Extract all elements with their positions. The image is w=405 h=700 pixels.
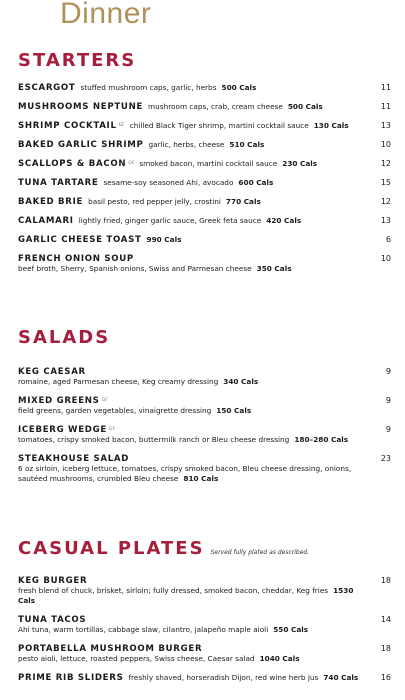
item-cals: 350 Cals xyxy=(256,264,292,273)
menu-item-calamari xyxy=(18,216,391,226)
item-desc: garlic, herbs, cheese xyxy=(148,140,225,149)
item-name: GARLIC CHEESE TOAST xyxy=(18,235,142,245)
item-desc: stuffed mushroom caps, garlic, herbs xyxy=(80,83,217,92)
item-price: 12 xyxy=(380,197,391,206)
item-cals: 150 Cals xyxy=(216,406,252,415)
section-note: Served fully plated as described. xyxy=(210,549,310,556)
menu-item-scallops-bacon xyxy=(18,159,391,169)
item-name: ESCARGOT xyxy=(18,83,76,93)
item-desc: field greens, garden vegetables, vinaigrette dressing xyxy=(18,406,212,415)
item-price: 16 xyxy=(380,673,391,682)
item-cals: 130 Cals xyxy=(313,121,349,130)
section-title-starters: STARTERS xyxy=(18,50,137,71)
item-cals: 180–280 Cals xyxy=(294,435,349,444)
item-price: 18 xyxy=(380,576,391,585)
item-name: BAKED BRIE xyxy=(18,197,84,207)
starters-section xyxy=(18,50,391,283)
item-cals: 740 Cals xyxy=(323,673,359,682)
item-desc: mushroom caps, crab, cream cheese xyxy=(148,102,283,111)
menu-item-shrimp-cocktail xyxy=(18,121,391,131)
menu-item-baked-garlic-shrimp xyxy=(18,140,391,150)
section-title-salads: SALADS xyxy=(18,327,111,348)
menu-item-french-onion-soup xyxy=(18,254,391,274)
item-cals: 810 Cals xyxy=(183,474,219,483)
gluten-free-badge: GF xyxy=(101,398,108,403)
item-name: BAKED GARLIC SHRIMP xyxy=(18,140,144,150)
item-desc: freshly shaved, horseradish Dijon, red wine herb jus xyxy=(128,673,319,682)
item-cals: 1530 Cals xyxy=(18,586,354,605)
section-title-casual-plates: CASUAL PLATES xyxy=(18,538,205,559)
item-name: TUNA TARTARE xyxy=(18,178,99,188)
item-name: SCALLOPS & BACON xyxy=(18,159,127,169)
item-price: 9 xyxy=(385,425,391,434)
item-cals: 600 Cals xyxy=(238,178,274,187)
item-desc: 6 oz sirloin, iceberg lettuce, tomatoes, crispy smoked bacon, Bleu cheese dressing, onions, sautéed mushrooms, crumbled Bleu cheese xyxy=(18,464,352,483)
item-price: 15 xyxy=(380,178,391,187)
item-cals: 1040 Cals xyxy=(259,654,300,663)
item-desc: basil pesto, red pepper jelly, crostini xyxy=(88,197,221,206)
item-cals: 230 Cals xyxy=(282,159,318,168)
menu-item-escargot xyxy=(18,83,391,93)
item-name: STEAKHOUSE SALAD xyxy=(18,454,130,464)
menu-item-garlic-cheese-toast xyxy=(18,235,391,245)
item-desc: chilled Black Tiger shrimp, martini cocktail sauce xyxy=(129,121,309,130)
item-cals: 770 Cals xyxy=(225,197,261,206)
item-desc: lightly fried, ginger garlic sauce, Greek feta sauce xyxy=(78,216,262,225)
item-name: MIXED GREENS xyxy=(18,396,100,406)
gluten-free-badge: GF xyxy=(118,123,125,128)
item-desc: romaine, aged Parmesan cheese, Keg creamy dressing xyxy=(18,377,219,386)
gluten-free-badge: GF xyxy=(108,427,116,432)
menu-item-portabella-mushroom-burger xyxy=(18,644,391,664)
item-price: 9 xyxy=(385,367,391,376)
item-price: 9 xyxy=(385,396,391,405)
item-name: FRENCH ONION SOUP xyxy=(18,254,134,264)
item-price: 12 xyxy=(380,159,391,168)
item-price: 6 xyxy=(385,235,391,244)
item-desc: smoked bacon, martini cocktail sauce xyxy=(139,159,278,168)
item-desc: Ahi tuna, warm tortillas, cabbage slaw, cilantro, jalapeño maple aioli xyxy=(18,625,269,634)
menu-item-prime-rib-sliders xyxy=(18,673,391,683)
item-desc: pesto aioli, lettuce, roasted peppers, Swiss cheese, Caesar salad xyxy=(18,654,255,663)
item-price: 13 xyxy=(380,121,391,130)
menu-item-mixed-greens xyxy=(18,396,391,416)
item-name: TUNA TACOS xyxy=(18,615,87,625)
item-cals: 990 Cals xyxy=(146,235,182,244)
menu-item-tuna-tartare xyxy=(18,178,391,188)
menu-item-keg-caesar xyxy=(18,367,391,387)
item-cals: 500 Cals xyxy=(221,83,257,92)
menu-item-mushrooms-neptune xyxy=(18,102,391,112)
item-desc: fresh blend of chuck, brisket, sirloin; fully dressed, smoked bacon, cheddar, Keg fries xyxy=(18,586,329,595)
item-cals: 510 Cals xyxy=(229,140,265,149)
item-desc: tomatoes, crispy smoked bacon, buttermilk ranch or Bleu cheese dressing xyxy=(18,435,290,444)
item-price: 10 xyxy=(380,140,391,149)
gluten-free-badge: GF xyxy=(128,161,135,166)
menu-item-steakhouse-salad xyxy=(18,454,391,484)
menu-item-keg-burger xyxy=(18,576,391,606)
item-price: 23 xyxy=(380,454,391,463)
item-name: PORTABELLA MUSHROOM BURGER xyxy=(18,644,203,654)
page-title: Dinner xyxy=(60,0,152,30)
item-price: 18 xyxy=(380,644,391,653)
salads-section xyxy=(18,327,391,493)
item-cals: 550 Cals xyxy=(273,625,309,634)
item-name: CALAMARI xyxy=(18,216,74,226)
item-price: 11 xyxy=(380,102,391,111)
item-cals: 420 Cals xyxy=(266,216,302,225)
item-price: 10 xyxy=(380,254,391,263)
item-name: MUSHROOMS NEPTUNE xyxy=(18,102,144,112)
item-desc: beef broth, Sherry, Spanish onions, Swiss and Parmesan cheese xyxy=(18,264,252,273)
item-name: KEG BURGER xyxy=(18,576,88,586)
item-cals: 500 Cals xyxy=(287,102,323,111)
menu-item-tuna-tacos xyxy=(18,615,391,635)
item-cals: 340 Cals xyxy=(223,377,259,386)
item-price: 11 xyxy=(380,83,391,92)
item-name: KEG CAESAR xyxy=(18,367,86,377)
item-desc: sesame-soy seasoned Ahi, avocado xyxy=(103,178,234,187)
item-name: PRIME RIB SLIDERS xyxy=(18,673,124,683)
item-price: 14 xyxy=(380,615,391,624)
item-name: SHRIMP COCKTAIL xyxy=(18,121,117,131)
menu-item-baked-brie xyxy=(18,197,391,207)
item-name: ICEBERG WEDGE xyxy=(18,425,107,435)
menu-item-iceberg-wedge xyxy=(18,425,391,445)
casual-plates-section xyxy=(18,538,391,692)
item-price: 13 xyxy=(380,216,391,225)
